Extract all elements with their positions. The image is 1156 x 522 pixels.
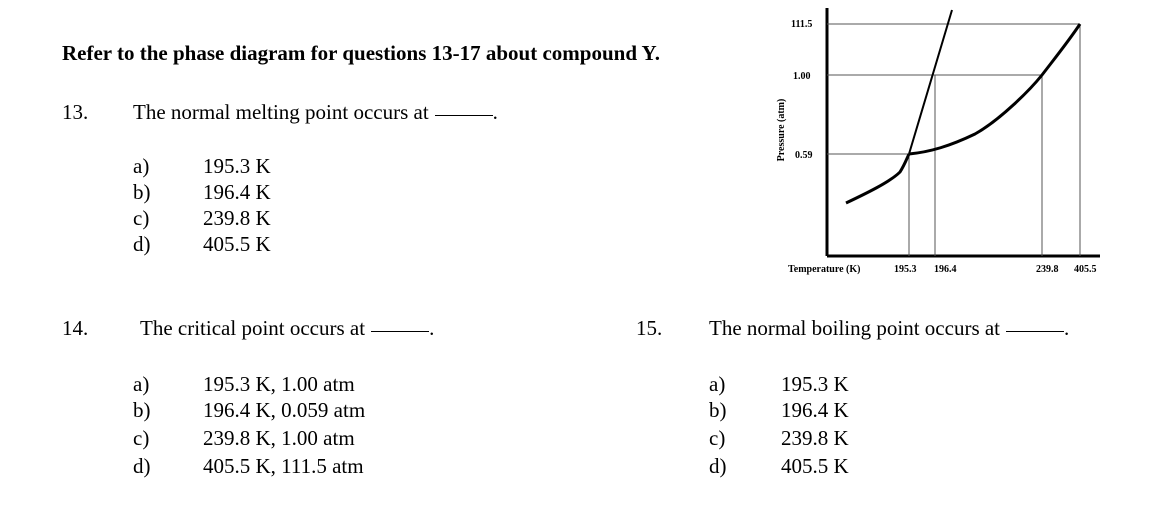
option-letter: d) (709, 454, 727, 478)
option-text: 405.5 K (203, 232, 271, 256)
question-prompt: The normal melting point occurs at (133, 100, 429, 124)
option-letter: a) (709, 372, 726, 396)
option-text: 195.3 K, 1.00 atm (203, 372, 355, 396)
reference-lines (827, 24, 1080, 256)
question-prompt: The critical point occurs at (140, 316, 366, 340)
option-letter: b) (709, 398, 727, 422)
option-text: 195.3 K (203, 154, 271, 178)
option-letter: a) (133, 372, 150, 396)
question-number: 14. (62, 316, 89, 340)
sublimation-curve (846, 154, 909, 203)
y-axis-title: Pressure (atm) (776, 98, 787, 162)
option-text: 196.4 K (781, 398, 849, 422)
question-end: . (429, 316, 435, 340)
option-text: 195.3 K (781, 372, 849, 396)
option-letter: d) (133, 232, 151, 256)
x-tick-label: 239.8 (1036, 264, 1059, 275)
x-axis-title: Temperature (K) (788, 264, 861, 275)
option-letter: b) (133, 180, 151, 204)
question-end: . (1064, 316, 1070, 340)
option-text: 196.4 K, 0.059 atm (203, 398, 366, 422)
question-end: . (492, 100, 498, 124)
option-letter: c) (133, 206, 150, 230)
y-tick-label: 1.00 (793, 71, 811, 82)
melting-line (909, 10, 952, 154)
x-tick-label: 405.5 (1074, 264, 1097, 275)
option-text: 239.8 K (203, 206, 271, 230)
option-text: 239.8 K, 1.00 atm (203, 426, 355, 450)
option-letter: a) (133, 154, 150, 178)
option-text: 239.8 K (781, 426, 849, 450)
y-tick-label: 0.59 (795, 150, 813, 161)
x-tick-label: 196.4 (934, 264, 957, 275)
instructions-heading: Refer to the phase diagram for questions 13-17 about compound Y. (62, 41, 660, 65)
option-letter: c) (133, 426, 150, 450)
option-letter: b) (133, 398, 151, 422)
question-number: 15. (636, 316, 663, 340)
option-text: 196.4 K (203, 180, 271, 204)
y-tick-label: 111.5 (791, 19, 813, 30)
option-text: 405.5 K, 111.5 atm (203, 454, 364, 478)
question-number: 13. (62, 100, 89, 124)
option-letter: c) (709, 426, 726, 450)
x-tick-label: 195.3 (894, 264, 917, 275)
question-prompt: The normal boiling point occurs at (709, 316, 1001, 340)
option-letter: d) (133, 454, 151, 478)
option-text: 405.5 K (781, 454, 849, 478)
